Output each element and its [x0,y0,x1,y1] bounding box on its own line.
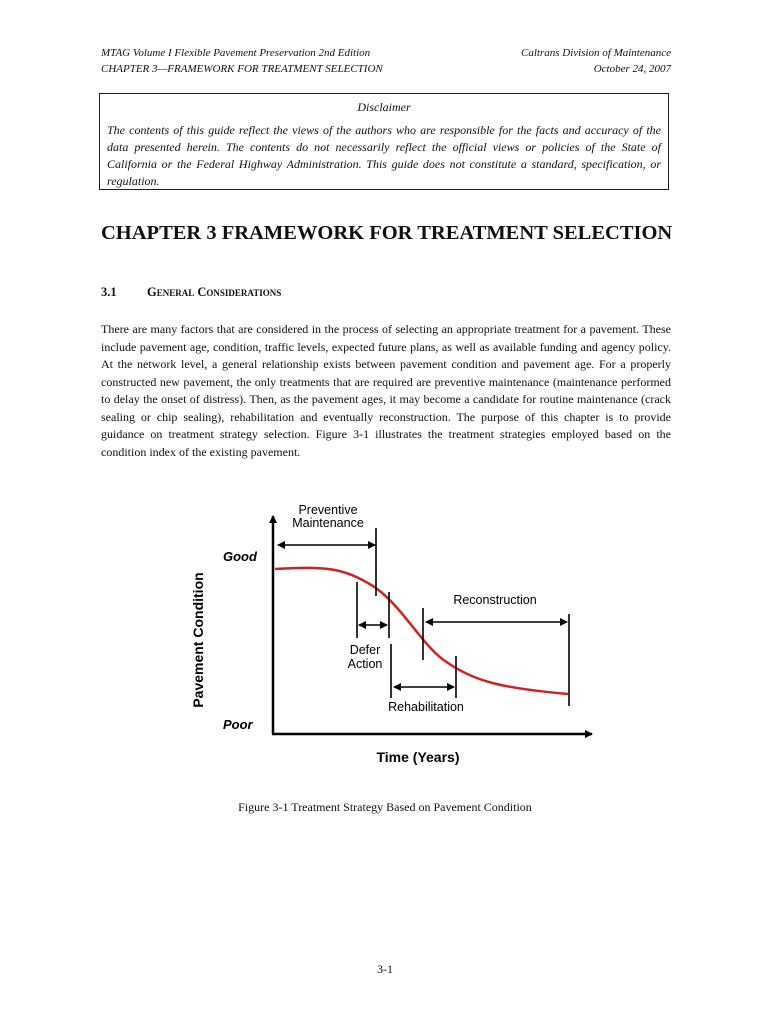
header-chapter: CHAPTER 3—FRAMEWORK FOR TREATMENT SELECTION [101,63,383,75]
section-number: 3.1 [101,285,117,299]
poor-label: Poor [223,717,253,732]
header-date: October 24, 2007 [593,63,671,75]
running-header-left [101,45,383,77]
disclaimer-box [99,93,669,190]
figure-diagram [168,488,608,778]
preventive-label-line1: Preventive [298,503,358,517]
section-heading [101,285,281,300]
section-title: General Considerations [147,285,282,299]
reconstruction-label: Reconstruction [453,593,537,607]
page-number: 3-1 [377,962,393,976]
defer-label-line1: Defer [349,643,381,657]
preventive-label-line2: Maintenance [292,516,364,530]
disclaimer-title: Disclaimer [357,100,411,114]
header-title: MTAG Volume I Flexible Pavement Preservation 2nd Edition [101,47,371,59]
running-header-right [521,45,671,77]
header-organization: Caltrans Division of Maintenance [520,47,671,59]
rehabilitation-label: Rehabilitation [388,700,464,714]
condition-curve [275,568,568,694]
chapter-title: CHAPTER 3 FRAMEWORK FOR TREATMENT SELECTION [101,222,673,244]
body-paragraph: There are many factors that are considered in the process of selecting an appropriate treatment for a pavement. These include pavement age, condition, traffic levels, expected future plans, as well as available funding and agency policy. At the network level, a general relationship exists between pavement condition and pavement age. For a properly constructed new pavement, the only treatments that are required are preventive maintenance (maintenance performed to delay the onset of distress). Then, as the pavement ages, it may become a candidate for routine maintenance (crack sealing or chip sealing), rehabilitation and eventually reconstruction. The purpose of this chapter is to provide guidance on treatment strategy selection. Figure 3-1 illustrates the treatment strategies employed based on the condition index of the existing pavement. [101,322,671,459]
x-axis-label: Time (Years) [376,749,460,765]
figure-caption: Figure 3-1 Treatment Strategy Based on Pavement Condition [238,800,532,814]
treatment-strategy-figure [168,488,608,778]
disclaimer-body: The contents of this guide reflect the views of the authors who are responsible for the facts and accuracy of the data presented herein. The contents do not necessarily reflect the official views or policies of the State of California or the Federal Highway Administration. This guide does not constitute a standard, specification, or regulation. [107,123,661,188]
good-label: Good [223,549,257,564]
y-axis-label: Pavement Condition [190,572,206,708]
defer-label-line2: Action [347,657,383,671]
